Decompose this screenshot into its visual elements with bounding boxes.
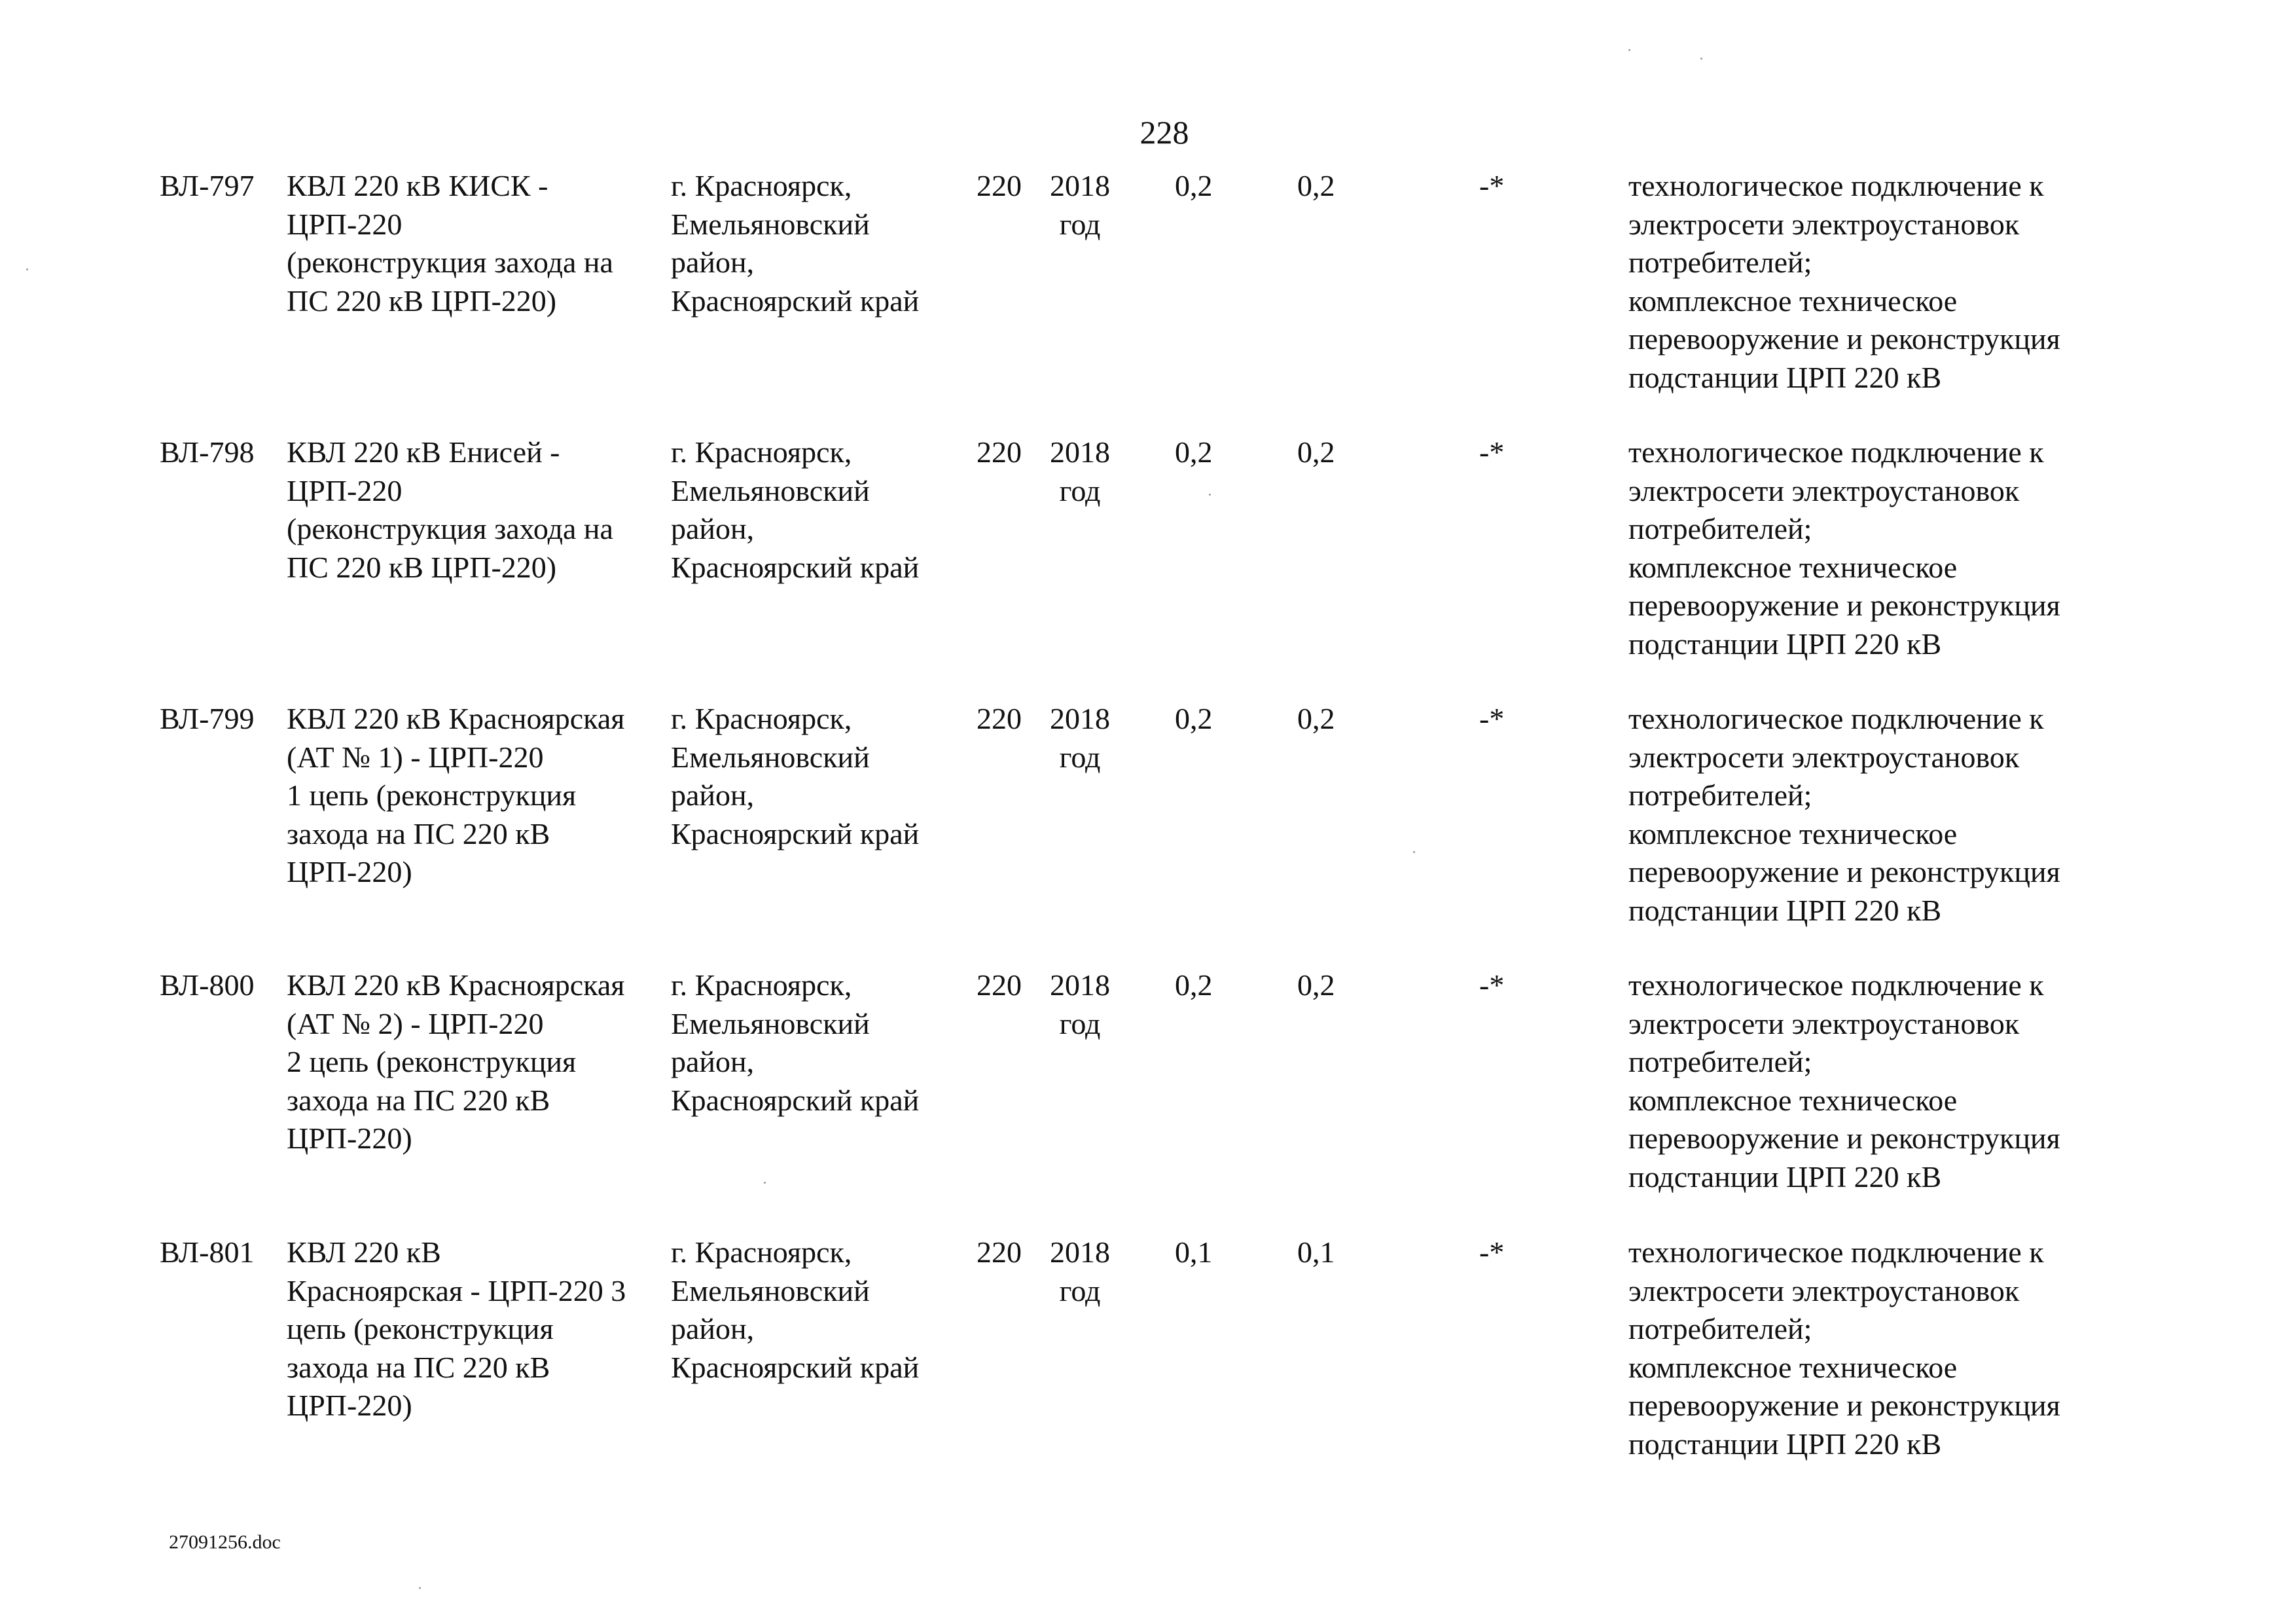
object-location-line: г. Красноярск, xyxy=(671,1235,852,1269)
object-location-line: Емельяновский xyxy=(671,740,870,774)
object-location-line: г. Красноярск, xyxy=(671,702,852,735)
object-id: ВЛ-798 xyxy=(160,435,255,469)
purpose-text-line: комплексное техническое xyxy=(1628,283,1958,318)
object-location-line: Емельяновский xyxy=(671,1006,870,1040)
purpose-text-line: электросети электроустановок xyxy=(1628,1273,2020,1307)
purpose-text-line: комплексное техническое xyxy=(1628,1083,1958,1117)
object-id: ВЛ-799 xyxy=(160,702,255,735)
object-id: ВЛ-800 xyxy=(160,968,255,1002)
year-value-line: 2018 xyxy=(1050,702,1110,735)
purpose-text-line: подстанции ЦРП 220 кВ xyxy=(1628,1427,1942,1461)
voltage-value: 220 xyxy=(977,435,1022,469)
object-name-line: КВЛ 220 кВ КИСК - xyxy=(287,169,548,202)
purpose-text-line: перевооружение и реконструкция xyxy=(1628,322,2060,356)
object-location-line: г. Красноярск, xyxy=(671,968,852,1002)
page-number: 228 xyxy=(1139,114,1189,151)
purpose-text-line: потребителей; xyxy=(1628,1045,1812,1078)
year-value-line: год xyxy=(1059,740,1101,774)
object-name-line: ЦРП-220) xyxy=(287,855,412,888)
purpose-text-line: потребителей; xyxy=(1628,778,1812,812)
object-name xyxy=(287,167,613,320)
object-location-line: г. Красноярск, xyxy=(671,435,852,469)
note-mark: -* xyxy=(1479,435,1505,469)
object-name-line: захода на ПС 220 кВ xyxy=(287,1350,550,1384)
purpose-text-line: перевооружение и реконструкция xyxy=(1628,589,2060,622)
object-location-line: г. Красноярск, xyxy=(671,169,852,202)
footer-file-name: 27091256.doc xyxy=(169,1531,281,1553)
purpose-text-line: электросети электроустановок xyxy=(1628,740,2020,774)
note-mark: -* xyxy=(1479,1235,1505,1269)
purpose-text-line: перевооружение и реконструкция xyxy=(1628,855,2060,888)
voltage-value: 220 xyxy=(977,169,1022,202)
object-name-line: 1 цепь (реконструкция xyxy=(287,778,577,812)
scan-speck xyxy=(1209,494,1211,496)
object-location-line: Емельяновский xyxy=(671,207,870,241)
purpose-text-line: комплексное техническое xyxy=(1628,1350,1958,1384)
object-location xyxy=(671,1233,919,1387)
object-name-line: ЦРП-220 xyxy=(287,207,403,241)
object-name-line: (реконструкция захода на xyxy=(287,512,613,545)
purpose-text-line: потребителей; xyxy=(1628,1312,1812,1345)
purpose-text-line: технологическое подключение к xyxy=(1628,169,2044,202)
value-2: 0,2 xyxy=(1297,968,1335,1002)
purpose-text-line: комплексное техническое xyxy=(1628,816,1958,850)
object-location xyxy=(671,700,919,853)
year-value xyxy=(1041,433,1119,510)
object-location-line: район, xyxy=(671,778,755,812)
voltage-value: 220 xyxy=(977,968,1022,1002)
object-location-line: Красноярский край xyxy=(671,1350,920,1384)
year-value xyxy=(1041,1233,1119,1310)
object-name-line: ЦРП-220 xyxy=(287,473,403,507)
purpose-text xyxy=(1628,966,2060,1196)
year-value-line: 2018 xyxy=(1050,169,1110,202)
value-2: 0,2 xyxy=(1297,435,1335,469)
purpose-text-line: подстанции ЦРП 220 кВ xyxy=(1628,1159,1942,1194)
purpose-text xyxy=(1628,1233,2060,1463)
object-location-line: район, xyxy=(671,1045,755,1078)
purpose-text-line: электросети электроустановок xyxy=(1628,1006,2020,1040)
voltage-value: 220 xyxy=(977,1235,1022,1269)
value-2: 0,2 xyxy=(1297,702,1335,735)
year-value-line: год xyxy=(1059,473,1101,507)
object-name-line: КВЛ 220 кВ Красноярская xyxy=(287,702,625,735)
note-mark: -* xyxy=(1479,169,1505,202)
year-value-line: год xyxy=(1059,1273,1101,1307)
year-value-line: год xyxy=(1059,1006,1101,1040)
object-name-line: КВЛ 220 кВ Енисей - xyxy=(287,435,560,469)
value-2: 0,1 xyxy=(1297,1235,1335,1269)
object-name-line: цепь (реконструкция xyxy=(287,1312,554,1345)
object-name-line: захода на ПС 220 кВ xyxy=(287,816,550,850)
object-name-line: (АТ № 1) - ЦРП-220 xyxy=(287,740,544,774)
purpose-text-line: электросети электроустановок xyxy=(1628,473,2020,507)
object-name xyxy=(287,433,613,587)
object-name-line: Красноярская - ЦРП-220 3 xyxy=(287,1273,626,1307)
purpose-text-line: комплексное техническое xyxy=(1628,550,1958,584)
value-2: 0,2 xyxy=(1297,169,1335,202)
purpose-text-line: электросети электроустановок xyxy=(1628,207,2020,241)
value-1: 0,2 xyxy=(1175,702,1213,735)
scan-speck xyxy=(1700,58,1702,60)
year-value-line: 2018 xyxy=(1050,1235,1110,1269)
purpose-text xyxy=(1628,433,2060,663)
value-1: 0,2 xyxy=(1175,169,1213,202)
year-value xyxy=(1041,966,1119,1043)
year-value xyxy=(1041,700,1119,776)
object-name-line: ПС 220 кВ ЦРП-220) xyxy=(287,550,557,584)
purpose-text-line: потребителей; xyxy=(1628,246,1812,279)
voltage-value: 220 xyxy=(977,702,1022,735)
object-location-line: Красноярский край xyxy=(671,1083,920,1117)
scan-speck xyxy=(1413,851,1415,853)
purpose-text-line: подстанции ЦРП 220 кВ xyxy=(1628,360,1942,394)
purpose-text-line: подстанции ЦРП 220 кВ xyxy=(1628,627,1942,661)
object-name-line: КВЛ 220 кВ Красноярская xyxy=(287,968,625,1002)
year-value-line: 2018 xyxy=(1050,968,1110,1002)
purpose-text xyxy=(1628,167,2060,397)
object-name-line: захода на ПС 220 кВ xyxy=(287,1083,550,1117)
object-location-line: Емельяновский xyxy=(671,473,870,507)
object-name xyxy=(287,966,624,1158)
purpose-text-line: технологическое подключение к xyxy=(1628,435,2044,469)
object-location-line: район, xyxy=(671,512,755,545)
object-name-line: (реконструкция захода на xyxy=(287,246,613,279)
object-name xyxy=(287,1233,626,1425)
object-name-line: КВЛ 220 кВ xyxy=(287,1235,441,1269)
object-location xyxy=(671,167,919,320)
scan-speck xyxy=(1628,49,1630,51)
value-1: 0,2 xyxy=(1175,968,1213,1002)
object-location xyxy=(671,433,919,587)
object-location-line: район, xyxy=(671,246,755,279)
note-mark: -* xyxy=(1479,702,1505,735)
object-name-line: (АТ № 2) - ЦРП-220 xyxy=(287,1006,544,1040)
object-name-line: 2 цепь (реконструкция xyxy=(287,1045,577,1078)
purpose-text-line: перевооружение и реконструкция xyxy=(1628,1122,2060,1155)
scan-speck xyxy=(764,1182,766,1184)
object-location-line: район, xyxy=(671,1312,755,1345)
object-name-line: ПС 220 кВ ЦРП-220) xyxy=(287,283,557,318)
year-value xyxy=(1041,167,1119,244)
purpose-text-line: технологическое подключение к xyxy=(1628,968,2044,1002)
purpose-text-line: технологическое подключение к xyxy=(1628,702,2044,735)
object-name-line: ЦРП-220) xyxy=(287,1122,412,1155)
object-name-line: ЦРП-220) xyxy=(287,1389,412,1422)
object-location-line: Красноярский край xyxy=(671,816,920,850)
note-mark: -* xyxy=(1479,968,1505,1002)
object-location xyxy=(671,966,919,1120)
object-location-line: Красноярский край xyxy=(671,283,920,318)
scan-speck xyxy=(26,268,28,270)
value-1: 0,1 xyxy=(1175,1235,1213,1269)
purpose-text-line: подстанции ЦРП 220 кВ xyxy=(1628,893,1942,927)
object-location-line: Красноярский край xyxy=(671,550,920,584)
purpose-text-line: потребителей; xyxy=(1628,512,1812,545)
purpose-text xyxy=(1628,700,2060,930)
object-id: ВЛ-801 xyxy=(160,1235,255,1269)
object-name xyxy=(287,700,624,892)
value-1: 0,2 xyxy=(1175,435,1213,469)
object-location-line: Емельяновский xyxy=(671,1273,870,1307)
purpose-text-line: перевооружение и реконструкция xyxy=(1628,1389,2060,1422)
year-value-line: 2018 xyxy=(1050,435,1110,469)
scan-speck xyxy=(419,1587,421,1589)
object-id: ВЛ-797 xyxy=(160,169,255,202)
purpose-text-line: технологическое подключение к xyxy=(1628,1235,2044,1269)
year-value-line: год xyxy=(1059,207,1101,241)
